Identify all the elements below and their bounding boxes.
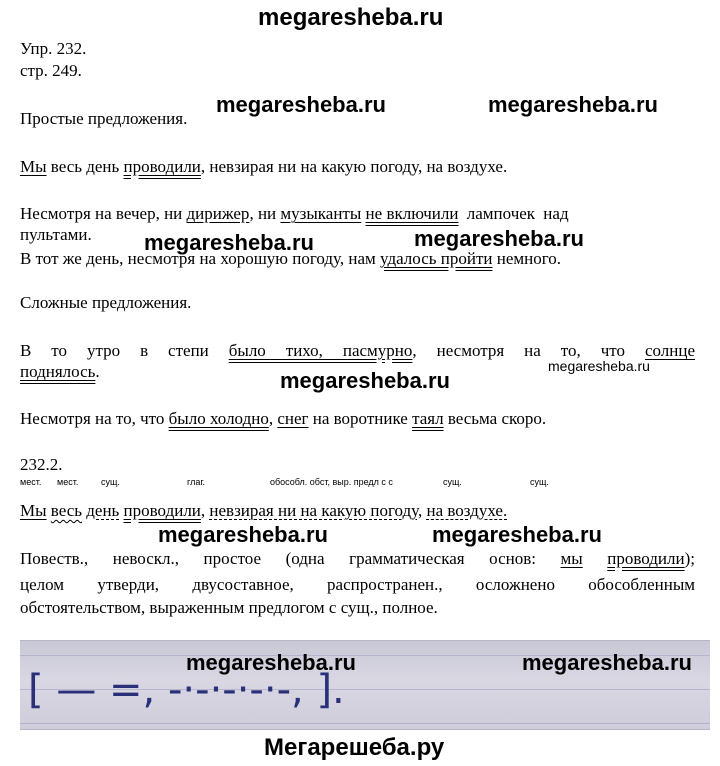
watermark-top: megaresheba.ru <box>258 4 444 31</box>
pos-label: глаг. <box>187 477 206 487</box>
text: немного. <box>492 249 562 268</box>
exercise-number: Упр. 232. <box>20 39 87 58</box>
watermark: megaresheba.ru <box>488 92 658 117</box>
predicate: не включили <box>365 204 459 223</box>
text: весь день <box>46 157 124 176</box>
simple-heading: Простые предложения. <box>20 109 188 128</box>
subject: Мы <box>20 157 47 176</box>
watermark: megaresheba.ru <box>432 522 602 547</box>
subject: снег <box>277 409 309 428</box>
pos-label: мест. <box>20 477 42 487</box>
predicate: было тихо, пасмурно <box>228 341 413 360</box>
text: В то утро в степи <box>20 341 229 360</box>
predicate: удалось пройти <box>380 249 493 268</box>
analysis-desc-line3: обстоятельством, выраженным предлогом с сущ., полное. <box>20 598 438 617</box>
predicate: поднялось <box>20 362 96 381</box>
simple-sentence-2-cont: пультами. <box>20 225 92 244</box>
subject: солнце <box>644 341 695 360</box>
analysis-sentence: Мы весь день проводили, невзирая ни на какую погоду, на воздухе. <box>20 501 508 520</box>
complex-heading: Сложные предложения. <box>20 293 192 312</box>
pos-label: мест. <box>57 477 79 487</box>
subject: Мы <box>20 501 47 520</box>
simple-sentence-2 <box>20 203 720 224</box>
text: Повеств., невоскл., простое (одна грамматическая основ: <box>20 549 561 568</box>
simple-sentence-1 <box>20 156 507 177</box>
text: , ни <box>249 204 281 223</box>
analysis-desc-line1 <box>20 548 695 569</box>
simple-sentence-3 <box>20 248 561 269</box>
predicate: было холодно <box>168 409 269 428</box>
watermark: megaresheba.ru <box>144 230 314 255</box>
attribute: весь <box>50 501 82 520</box>
text: . <box>95 362 100 381</box>
scheme-text: [ — =, -·-·-·-·-, ]. <box>28 667 345 713</box>
pos-label: обособл. обст, выр. предл с с <box>270 477 393 487</box>
subject: мы <box>560 549 583 568</box>
text: Несмотря на вечер, ни <box>20 204 187 223</box>
adverbial: на воздухе. <box>426 501 508 520</box>
complex-sentence-2 <box>20 408 546 429</box>
text: В тот же день, несмотря на хорошую погоду, нам <box>20 249 381 268</box>
analysis-number: 232.2. <box>20 455 63 474</box>
complex-sentence-1-cont <box>20 361 100 382</box>
pos-label: сущ. <box>443 477 462 487</box>
text: лампочек над <box>458 204 569 223</box>
watermark: megaresheba.ru <box>158 522 328 547</box>
text: , несмотря на то, что <box>412 341 645 360</box>
page-number: стр. 249. <box>20 61 82 80</box>
pos-label: сущ. <box>101 477 120 487</box>
pos-label: сущ. <box>530 477 549 487</box>
text: ); <box>684 549 695 568</box>
watermark: megaresheba.ru <box>186 650 356 675</box>
watermark: megaresheba.ru <box>216 92 386 117</box>
subject: музыканты <box>280 204 362 223</box>
text: весьма скоро. <box>443 409 547 428</box>
text: на воротнике <box>308 409 413 428</box>
predicate: проводили <box>607 549 685 568</box>
predicate: проводили <box>123 501 201 520</box>
text: Несмотря на то, что <box>20 409 169 428</box>
adverbial: невзирая ни на какую погоду <box>209 501 418 520</box>
watermark: megaresheba.ru <box>280 368 450 393</box>
text: , <box>268 409 278 428</box>
watermark-small: megaresheba.ru <box>548 358 650 374</box>
predicate: проводили <box>123 157 201 176</box>
footer-watermark: Мегарешеба.ру <box>264 734 445 761</box>
text: , невзирая ни на какую погоду, на воздухе. <box>200 157 508 176</box>
subject: дирижер <box>186 204 250 223</box>
analysis-desc-line2: целом утверди, двусоставное, распространен., осложнено обособленным <box>20 575 695 594</box>
watermark: megaresheba.ru <box>522 650 692 675</box>
adverbial: день <box>86 501 120 520</box>
watermark: megaresheba.ru <box>414 226 584 251</box>
predicate: таял <box>412 409 444 428</box>
